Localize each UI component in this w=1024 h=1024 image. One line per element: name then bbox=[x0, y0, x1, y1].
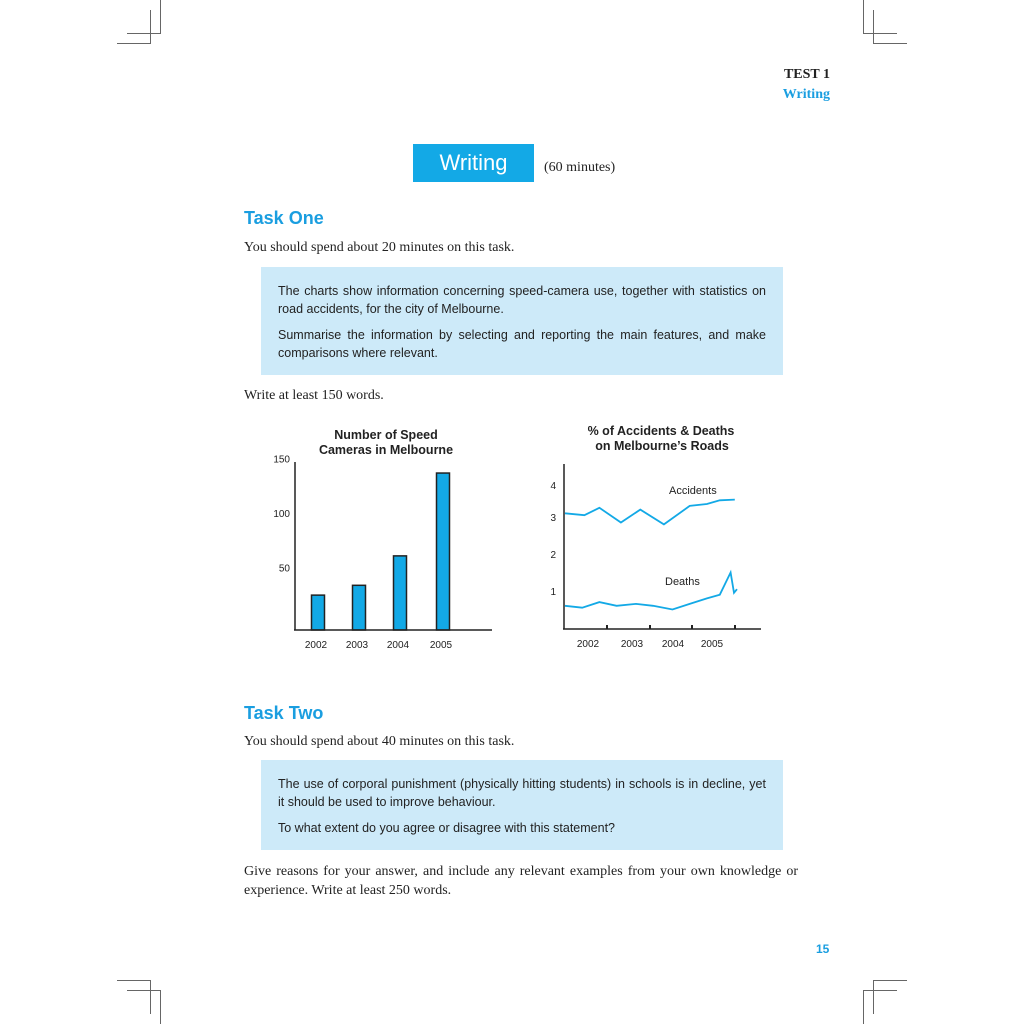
bar-2004 bbox=[394, 556, 407, 630]
crop-mark bbox=[117, 43, 151, 44]
line-x-tick-label: 2002 bbox=[576, 639, 600, 650]
line-y-tick-label: 3 bbox=[550, 513, 556, 524]
crop-mark bbox=[863, 33, 897, 34]
crop-mark bbox=[873, 43, 907, 44]
bar-x-tick-label: 2003 bbox=[345, 640, 369, 651]
line-y-tick-label: 2 bbox=[550, 550, 556, 561]
running-header-test: TEST 1 bbox=[783, 67, 830, 82]
task-two-heading: Task Two bbox=[244, 703, 324, 723]
series-line-accidents bbox=[565, 500, 735, 525]
bar-x-tick-label: 2005 bbox=[429, 640, 453, 651]
task-one-prompt-box bbox=[261, 267, 783, 375]
task-two-instruction: Give reasons for your answer, and include any relevant examples from your own knowledge or experience. Write at least 250 words. bbox=[244, 864, 798, 898]
bar-y-tick-label: 150 bbox=[273, 454, 290, 466]
line-y-tick-label: 1 bbox=[550, 587, 556, 598]
crop-mark bbox=[873, 980, 907, 981]
bar-2002 bbox=[312, 595, 325, 630]
series-label-accidents: Accidents bbox=[669, 485, 717, 497]
task-one-heading: Task One bbox=[244, 208, 324, 228]
crop-mark bbox=[117, 980, 151, 981]
task-one-word-note: Write at least 150 words. bbox=[244, 388, 384, 403]
bar-x-tick-label: 2004 bbox=[386, 640, 410, 651]
accidents-deaths-line-chart bbox=[540, 418, 780, 658]
crop-mark bbox=[863, 990, 897, 991]
section-title: Writing bbox=[439, 150, 508, 175]
task-two-prompt-box bbox=[261, 760, 783, 850]
crop-mark bbox=[127, 33, 161, 34]
bar-chart-title-line1: Number of Speed bbox=[334, 428, 438, 442]
line-y-tick-label: 4 bbox=[550, 481, 556, 492]
task-two-time-note: You should spend about 40 minutes on this task. bbox=[244, 734, 515, 749]
task-one-prompt-p2: Summarise the information by selecting and reporting the main features, and make comparisons where relevant. bbox=[278, 328, 766, 360]
running-header-section: Writing bbox=[782, 87, 830, 102]
line-x-tick-label: 2005 bbox=[700, 639, 724, 650]
bar-chart-title-line2: Cameras in Melbourne bbox=[318, 443, 454, 457]
bar-x-tick-label: 2002 bbox=[304, 640, 328, 651]
line-x-tick-label: 2004 bbox=[661, 639, 685, 650]
crop-mark bbox=[863, 0, 864, 33]
crop-mark bbox=[150, 10, 151, 44]
task-two-prompt-p1: The use of corporal punishment (physically hitting students) in schools is in decline, yet it should be used to improve behaviour. bbox=[278, 777, 766, 809]
line-chart-title-line1: % of Accidents & Deaths bbox=[587, 424, 735, 438]
bar-2003 bbox=[353, 585, 366, 630]
speed-camera-bar-chart bbox=[260, 420, 510, 660]
crop-mark bbox=[863, 990, 864, 1024]
duration-note: (60 minutes) bbox=[544, 160, 616, 175]
series-label-deaths: Deaths bbox=[665, 576, 700, 588]
bar-y-tick-label: 50 bbox=[278, 563, 290, 575]
bar-y-tick-label: 100 bbox=[273, 509, 290, 520]
crop-mark bbox=[160, 0, 161, 33]
line-x-tick-label: 2003 bbox=[620, 639, 644, 650]
crop-mark bbox=[873, 980, 874, 1014]
crop-mark bbox=[150, 980, 151, 1014]
bar-2005 bbox=[437, 473, 450, 630]
page-number: 15 bbox=[816, 942, 830, 956]
section-title-box bbox=[413, 144, 534, 182]
series-line-deaths bbox=[565, 573, 737, 610]
crop-mark bbox=[873, 10, 874, 44]
task-two-prompt-p2: To what extent do you agree or disagree with this statement? bbox=[278, 821, 615, 835]
crop-mark bbox=[127, 990, 161, 991]
task-one-prompt-p1: The charts show information concerning speed-camera use, together with statistics on road accidents, for the city of Melbourne. bbox=[278, 284, 766, 316]
crop-mark bbox=[160, 990, 161, 1024]
task-one-time-note: You should spend about 20 minutes on this task. bbox=[244, 240, 515, 255]
line-chart-title-line2: on Melbourne’s Roads bbox=[595, 439, 729, 453]
